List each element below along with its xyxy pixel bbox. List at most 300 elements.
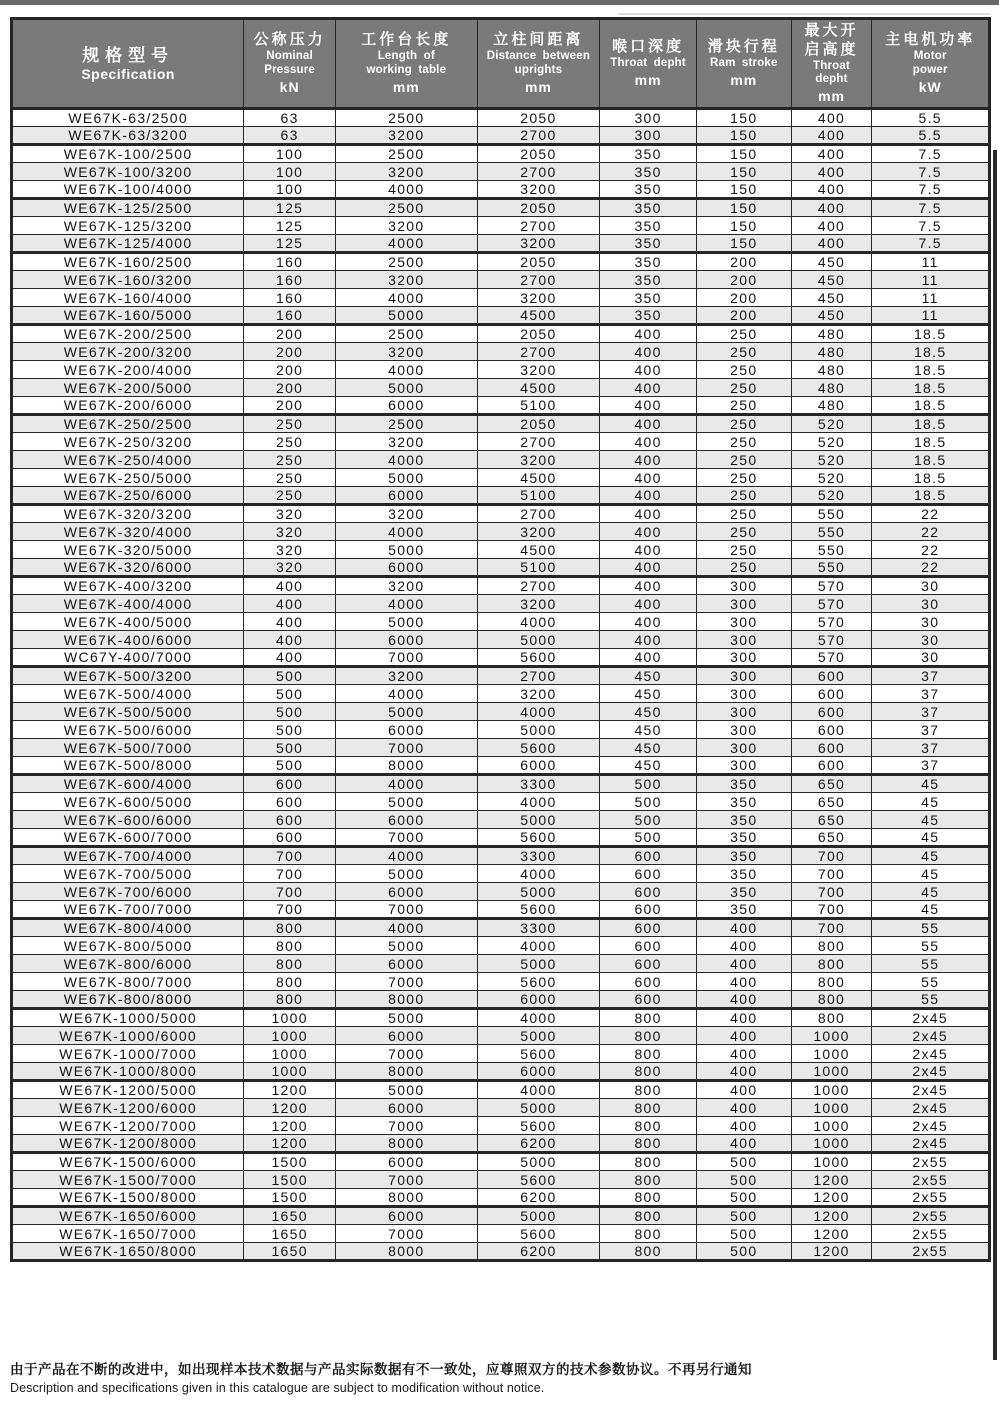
table-row (12, 991, 990, 1009)
value-cell: 18.5 (872, 487, 990, 505)
spec-model-cell: WE67K-320/5000 (12, 541, 244, 559)
value-cell: 350 (696, 811, 791, 829)
value-cell: 125 (244, 199, 336, 217)
spec-model-cell: WE67K-800/4000 (12, 919, 244, 937)
spec-model-cell: WE67K-500/4000 (12, 685, 244, 703)
spec-model-cell: WE67K-63/3200 (12, 127, 244, 145)
value-cell: 800 (244, 919, 336, 937)
value-cell: 400 (600, 631, 697, 649)
value-cell: 6000 (336, 1153, 478, 1171)
value-cell: 600 (791, 685, 872, 703)
spec-model-cell: WE67K-1650/6000 (12, 1207, 244, 1225)
value-cell: 1000 (791, 1153, 872, 1171)
spec-model-cell: WE67K-800/7000 (12, 973, 244, 991)
value-cell: 5000 (336, 1081, 478, 1099)
value-cell: 45 (872, 901, 990, 919)
value-cell: 8000 (336, 1189, 478, 1207)
value-cell: 150 (696, 217, 791, 235)
value-cell: 5600 (477, 1117, 600, 1135)
header-label-en: power (912, 63, 948, 76)
value-cell: 350 (600, 145, 697, 163)
table-row (12, 973, 990, 991)
value-cell: 700 (244, 883, 336, 901)
value-cell: 350 (600, 271, 697, 289)
table-row (12, 379, 990, 397)
value-cell: 480 (791, 397, 872, 415)
spec-model-cell: WE67K-400/5000 (12, 613, 244, 631)
value-cell: 3200 (477, 235, 600, 253)
value-cell: 550 (791, 541, 872, 559)
value-cell: 400 (244, 613, 336, 631)
value-cell: 400 (600, 595, 697, 613)
table-row (12, 775, 990, 793)
value-cell: 5000 (336, 937, 478, 955)
table-row (12, 1009, 990, 1027)
value-cell: 7000 (336, 901, 478, 919)
spec-model-cell: WE67K-1500/6000 (12, 1153, 244, 1171)
value-cell: 4500 (477, 541, 600, 559)
value-cell: 650 (791, 775, 872, 793)
value-cell: 100 (244, 181, 336, 199)
value-cell: 7000 (336, 1225, 478, 1243)
table-row (12, 1207, 990, 1225)
value-cell: 5000 (336, 613, 478, 631)
value-cell: 1200 (791, 1171, 872, 1189)
table-row (12, 127, 990, 145)
value-cell: 400 (244, 649, 336, 667)
value-cell: 2x45 (872, 1135, 990, 1153)
table-row (12, 325, 990, 343)
specifications-table (10, 17, 991, 1262)
value-cell: 8000 (336, 991, 478, 1009)
value-cell: 7.5 (872, 145, 990, 163)
spec-model-cell: WE67K-1500/7000 (12, 1171, 244, 1189)
value-cell: 5000 (336, 307, 478, 325)
value-cell: 400 (600, 397, 697, 415)
spec-model-cell: WE67K-200/2500 (12, 325, 244, 343)
spec-model-cell: WE67K-200/4000 (12, 361, 244, 379)
table-row (12, 937, 990, 955)
value-cell: 250 (696, 523, 791, 541)
value-cell: 6000 (336, 1099, 478, 1117)
value-cell: 3300 (477, 919, 600, 937)
value-cell: 250 (696, 541, 791, 559)
value-cell: 500 (600, 775, 697, 793)
table-row (12, 595, 990, 613)
value-cell: 4500 (477, 469, 600, 487)
value-cell: 2500 (336, 109, 478, 127)
table-row (12, 847, 990, 865)
value-cell: 4000 (336, 685, 478, 703)
value-cell: 18.5 (872, 415, 990, 433)
value-cell: 500 (244, 667, 336, 685)
spec-model-cell: WE67K-1000/7000 (12, 1045, 244, 1063)
value-cell: 5600 (477, 739, 600, 757)
table-row (12, 757, 990, 775)
spec-model-cell: WE67K-700/7000 (12, 901, 244, 919)
value-cell: 1500 (244, 1171, 336, 1189)
value-cell: 400 (696, 1063, 791, 1081)
value-cell: 800 (244, 937, 336, 955)
table-row (12, 541, 990, 559)
spec-model-cell: WE67K-200/6000 (12, 397, 244, 415)
value-cell: 500 (244, 685, 336, 703)
value-cell: 4000 (477, 613, 600, 631)
table-row (12, 397, 990, 415)
value-cell: 5000 (477, 631, 600, 649)
value-cell: 6000 (336, 1027, 478, 1045)
value-cell: 5000 (477, 1027, 600, 1045)
value-cell: 350 (696, 775, 791, 793)
value-cell: 500 (696, 1243, 791, 1261)
table-row (12, 1027, 990, 1045)
value-cell: 700 (791, 847, 872, 865)
value-cell: 45 (872, 829, 990, 847)
value-cell: 550 (791, 505, 872, 523)
value-cell: 7.5 (872, 181, 990, 199)
value-cell: 7000 (336, 1171, 478, 1189)
spec-model-cell: WE67K-250/4000 (12, 451, 244, 469)
header-label-zh: 主电机功率 (885, 31, 976, 49)
table-row (12, 487, 990, 505)
value-cell: 400 (600, 325, 697, 343)
value-cell: 400 (791, 217, 872, 235)
value-cell: 300 (696, 631, 791, 649)
value-cell: 700 (791, 901, 872, 919)
value-cell: 7000 (336, 649, 478, 667)
value-cell: 1000 (791, 1045, 872, 1063)
value-cell: 350 (600, 253, 697, 271)
value-cell: 520 (791, 487, 872, 505)
value-cell: 650 (791, 793, 872, 811)
table-row (12, 433, 990, 451)
spec-model-cell: WE67K-160/3200 (12, 271, 244, 289)
table-row (12, 1243, 990, 1261)
value-cell: 5000 (336, 703, 478, 721)
value-cell: 2x55 (872, 1225, 990, 1243)
value-cell: 600 (244, 829, 336, 847)
value-cell: 2x45 (872, 1045, 990, 1063)
table-row (12, 631, 990, 649)
value-cell: 5100 (477, 487, 600, 505)
value-cell: 22 (872, 559, 990, 577)
value-cell: 5600 (477, 649, 600, 667)
value-cell: 4000 (477, 703, 600, 721)
value-cell: 200 (696, 253, 791, 271)
value-cell: 2700 (477, 217, 600, 235)
value-cell: 600 (244, 793, 336, 811)
value-cell: 4000 (336, 595, 478, 613)
col-header-working-table-length (336, 19, 478, 109)
value-cell: 400 (600, 523, 697, 541)
value-cell: 2500 (336, 325, 478, 343)
spec-model-cell: WE67K-500/5000 (12, 703, 244, 721)
value-cell: 800 (600, 1207, 697, 1225)
value-cell: 600 (600, 937, 697, 955)
value-cell: 600 (244, 811, 336, 829)
value-cell: 300 (696, 739, 791, 757)
value-cell: 8000 (336, 757, 478, 775)
table-row (12, 721, 990, 739)
value-cell: 800 (600, 1243, 697, 1261)
value-cell: 45 (872, 847, 990, 865)
value-cell: 5000 (336, 541, 478, 559)
value-cell: 11 (872, 271, 990, 289)
value-cell: 250 (696, 415, 791, 433)
value-cell: 1200 (244, 1081, 336, 1099)
value-cell: 4000 (477, 937, 600, 955)
value-cell: 500 (696, 1225, 791, 1243)
value-cell: 480 (791, 343, 872, 361)
value-cell: 37 (872, 757, 990, 775)
header-label-en: uprights (514, 63, 563, 76)
value-cell: 2500 (336, 253, 478, 271)
value-cell: 400 (600, 487, 697, 505)
spec-model-cell: WE67K-400/4000 (12, 595, 244, 613)
value-cell: 600 (600, 919, 697, 937)
spec-model-cell: WE67K-500/3200 (12, 667, 244, 685)
value-cell: 250 (696, 325, 791, 343)
spec-model-cell: WE67K-700/6000 (12, 883, 244, 901)
value-cell: 400 (600, 361, 697, 379)
value-cell: 1000 (791, 1081, 872, 1099)
value-cell: 2050 (477, 325, 600, 343)
value-cell: 350 (696, 901, 791, 919)
value-cell: 400 (600, 451, 697, 469)
value-cell: 3200 (477, 595, 600, 613)
value-cell: 6000 (336, 955, 478, 973)
value-cell: 800 (600, 1135, 697, 1153)
col-header-specification (12, 19, 244, 109)
spec-model-cell: WE67K-1200/5000 (12, 1081, 244, 1099)
spec-model-cell: WE67K-320/3200 (12, 505, 244, 523)
value-cell: 5.5 (872, 109, 990, 127)
spec-model-cell: WE67K-700/4000 (12, 847, 244, 865)
header-label-zh: 工作台长度 (361, 31, 452, 49)
value-cell: 11 (872, 307, 990, 325)
scan-artifact-bar (993, 150, 997, 1360)
value-cell: 320 (244, 505, 336, 523)
value-cell: 5600 (477, 829, 600, 847)
header-label-zh: 启高度 (804, 40, 859, 58)
value-cell: 570 (791, 595, 872, 613)
table-row (12, 307, 990, 325)
spec-model-cell: WE67K-1650/8000 (12, 1243, 244, 1261)
value-cell: 2500 (336, 415, 478, 433)
spec-model-cell: WE67K-600/4000 (12, 775, 244, 793)
value-cell: 800 (244, 991, 336, 1009)
value-cell: 1000 (244, 1027, 336, 1045)
value-cell: 400 (600, 577, 697, 595)
value-cell: 2x45 (872, 1099, 990, 1117)
value-cell: 800 (791, 973, 872, 991)
value-cell: 37 (872, 667, 990, 685)
value-cell: 400 (696, 1117, 791, 1135)
table-row (12, 667, 990, 685)
value-cell: 200 (696, 307, 791, 325)
value-cell: 2050 (477, 145, 600, 163)
spec-model-cell: WE67K-125/2500 (12, 199, 244, 217)
value-cell: 2700 (477, 127, 600, 145)
value-cell: 480 (791, 379, 872, 397)
value-cell: 18.5 (872, 325, 990, 343)
value-cell: 4000 (336, 451, 478, 469)
value-cell: 520 (791, 469, 872, 487)
value-cell: 45 (872, 865, 990, 883)
value-cell: 2700 (477, 505, 600, 523)
spec-model-cell: WE67K-320/6000 (12, 559, 244, 577)
table-row (12, 1153, 990, 1171)
spec-model-cell: WE67K-400/6000 (12, 631, 244, 649)
value-cell: 500 (244, 739, 336, 757)
spec-model-cell: WE67K-250/3200 (12, 433, 244, 451)
value-cell: 7.5 (872, 235, 990, 253)
value-cell: 4000 (477, 1081, 600, 1099)
value-cell: 7000 (336, 739, 478, 757)
table-header-row (12, 19, 990, 109)
header-label-zh: 最大开 (804, 22, 859, 39)
header-label-zh: 规格型号 (82, 45, 175, 65)
col-header-throat-depth (600, 19, 697, 109)
header-label-en: Length of (377, 50, 435, 63)
value-cell: 450 (791, 271, 872, 289)
value-cell: 250 (696, 559, 791, 577)
value-cell: 600 (600, 847, 697, 865)
value-cell: 18.5 (872, 379, 990, 397)
value-cell: 500 (600, 829, 697, 847)
value-cell: 320 (244, 523, 336, 541)
value-cell: 800 (600, 1045, 697, 1063)
value-cell: 1200 (791, 1189, 872, 1207)
value-cell: 600 (244, 775, 336, 793)
value-cell: 11 (872, 289, 990, 307)
value-cell: 30 (872, 595, 990, 613)
table-row (12, 865, 990, 883)
value-cell: 2500 (336, 199, 478, 217)
value-cell: 600 (791, 739, 872, 757)
value-cell: 350 (696, 793, 791, 811)
value-cell: 600 (791, 667, 872, 685)
value-cell: 800 (600, 1009, 697, 1027)
value-cell: 700 (244, 901, 336, 919)
value-cell: 18.5 (872, 433, 990, 451)
value-cell: 650 (791, 829, 872, 847)
value-cell: 2x55 (872, 1153, 990, 1171)
value-cell: 200 (244, 343, 336, 361)
value-cell: 250 (696, 505, 791, 523)
value-cell: 2x45 (872, 1009, 990, 1027)
value-cell: 30 (872, 577, 990, 595)
value-cell: 450 (600, 721, 697, 739)
table-row (12, 1189, 990, 1207)
footnotes (10, 1361, 992, 1396)
value-cell: 700 (244, 847, 336, 865)
header-label-zh: 立柱间距离 (493, 31, 584, 49)
value-cell: 600 (791, 703, 872, 721)
value-cell: 300 (696, 667, 791, 685)
spec-model-cell: WE67K-500/7000 (12, 739, 244, 757)
value-cell: 800 (600, 1099, 697, 1117)
value-cell: 400 (696, 1027, 791, 1045)
table-row (12, 235, 990, 253)
value-cell: 400 (696, 973, 791, 991)
value-cell: 3200 (336, 577, 478, 595)
spec-model-cell: WE67K-800/6000 (12, 955, 244, 973)
value-cell: 250 (244, 451, 336, 469)
value-cell: 400 (791, 127, 872, 145)
table-row (12, 361, 990, 379)
value-cell: 150 (696, 109, 791, 127)
spec-model-cell: WC67Y-400/7000 (12, 649, 244, 667)
value-cell: 30 (872, 631, 990, 649)
col-header-ram-stroke (696, 19, 791, 109)
value-cell: 45 (872, 775, 990, 793)
value-cell: 250 (244, 487, 336, 505)
table-row (12, 109, 990, 127)
table-row (12, 883, 990, 901)
table-row (12, 613, 990, 631)
spec-model-cell: WE67K-800/5000 (12, 937, 244, 955)
value-cell: 400 (696, 991, 791, 1009)
value-cell: 6000 (336, 1207, 478, 1225)
value-cell: 250 (696, 379, 791, 397)
value-cell: 6000 (336, 883, 478, 901)
header-label-en: working table (366, 63, 447, 76)
value-cell: 300 (696, 703, 791, 721)
value-cell: 160 (244, 271, 336, 289)
value-cell: 22 (872, 523, 990, 541)
table-row (12, 577, 990, 595)
value-cell: 4000 (336, 847, 478, 865)
value-cell: 250 (696, 433, 791, 451)
value-cell: 800 (600, 1081, 697, 1099)
spec-model-cell: WE67K-1200/7000 (12, 1117, 244, 1135)
value-cell: 400 (791, 163, 872, 181)
value-cell: 5600 (477, 973, 600, 991)
value-cell: 1200 (791, 1207, 872, 1225)
value-cell: 5000 (336, 469, 478, 487)
value-cell: 160 (244, 307, 336, 325)
value-cell: 400 (600, 649, 697, 667)
value-cell: 2700 (477, 667, 600, 685)
value-cell: 2700 (477, 577, 600, 595)
spec-model-cell: WE67K-600/6000 (12, 811, 244, 829)
spec-model-cell: WE67K-63/2500 (12, 109, 244, 127)
value-cell: 1650 (244, 1225, 336, 1243)
value-cell: 125 (244, 217, 336, 235)
header-label-en: Pressure (264, 63, 316, 76)
table-row (12, 1099, 990, 1117)
value-cell: 520 (791, 415, 872, 433)
header-unit: kN (279, 78, 300, 95)
value-cell: 4000 (477, 793, 600, 811)
value-cell: 45 (872, 793, 990, 811)
spec-model-cell: WE67K-1000/5000 (12, 1009, 244, 1027)
header-label-en: Throat depht (610, 57, 686, 70)
col-header-uprights-distance (477, 19, 600, 109)
value-cell: 400 (696, 1135, 791, 1153)
value-cell: 300 (600, 109, 697, 127)
value-cell: 5000 (477, 955, 600, 973)
value-cell: 450 (600, 667, 697, 685)
value-cell: 400 (600, 613, 697, 631)
value-cell: 350 (600, 235, 697, 253)
table-row (12, 685, 990, 703)
header-label-en: depht (815, 73, 848, 86)
value-cell: 350 (600, 199, 697, 217)
scan-edge-line (618, 13, 990, 15)
spec-model-cell: WE67K-100/4000 (12, 181, 244, 199)
